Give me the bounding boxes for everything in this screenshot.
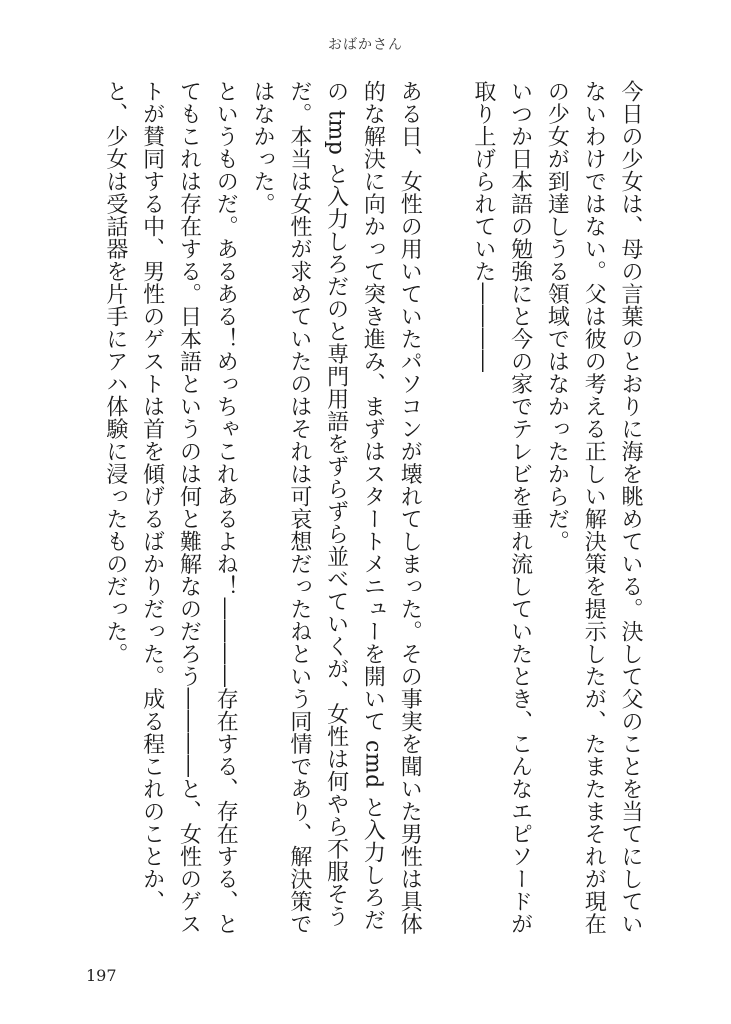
vertical-text-body: [76, 80, 648, 950]
paragraph-4: というものだ。あるある！めっちゃこれあるよね！――――存在する、存在する、とてもこれは存在する。日本語というのは何と難解なのだろう――――と、女性のゲストが賛同する中、男性のゲストは首を傾げるばかりだった。成る程これのことか、と、少女は受話器を片手にアハ体験に浸ったものだった。: [102, 80, 239, 935]
text-column-block: [96, 80, 648, 950]
running-title: おばかさん: [328, 37, 403, 53]
paragraph-spacer: [427, 80, 464, 950]
paragraph-3: ある日、女性の用いていたパソコンが壊れてしまった。その事実を聞いた男性は具体的な解決に向かって突き進み、まずはスタートメニューを開いて cmd と入力しろだの tmp と入力しろだのと専門用語をずらずら並べていくが、女性は何やら不服そうだ。本当は女性が求めていたのはそれは可哀想だったねという同情であり、解決策ではなかった。: [250, 80, 423, 935]
paragraph-1: 今日の少女は、母の言葉のとおりに海を眺めている。決して父のことを当てにしていないわけではない。父は彼の考える正しい解決策を提示したが、たまたまそれが現在の少女が到達しうる領域ではなかったからだ。: [544, 80, 643, 935]
page-number: 197: [86, 966, 117, 985]
paragraph-2: いつか日本語の勉強にと今の家でテレビを垂れ流していたとき、こんなエピソードが取り上げられていた――――: [470, 80, 533, 935]
